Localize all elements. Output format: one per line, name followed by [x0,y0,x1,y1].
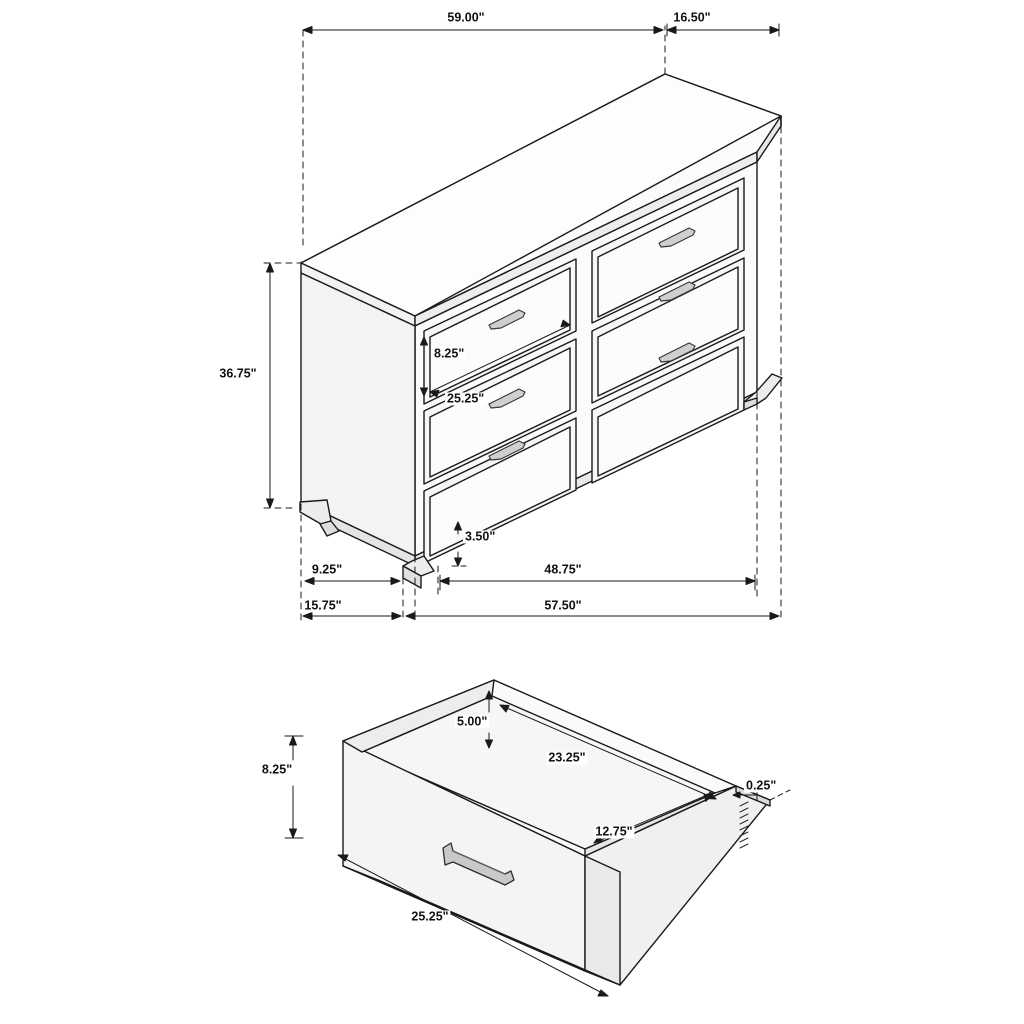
dim-label-drawer-box-height: 8.25" [261,762,293,777]
dim-label-depth-top-side: 16.50" [673,10,711,25]
drawer-box-outline [343,680,770,985]
dim-label-base-width-inner: 48.75" [544,562,582,577]
dim-label-drawer-side-thickness: 0.25" [746,778,777,793]
dim-label-drawer-box-width: 25.25" [411,909,449,924]
dim-label-drawer-interior-width: 23.25" [548,750,586,765]
dim-label-foot-depth: 9.25" [311,562,343,577]
dim-label-base-width-outer: 57.50" [544,598,582,613]
dim-label-overall-height: 36.75" [219,366,257,381]
dim-label-base-depth: 15.75" [304,598,342,613]
dim-label-drawer-interior-side: 12.75" [595,824,633,839]
dim-label-drawer-interior-depth: 5.00" [457,714,488,729]
dim-label-drawer-face-height: 8.25" [434,346,465,361]
dim-label-drawer-face-width: 25.25" [447,391,485,406]
dim-label-leg-height: 3.50" [465,529,496,544]
dim-label-width-top-front: 59.00" [447,10,485,25]
